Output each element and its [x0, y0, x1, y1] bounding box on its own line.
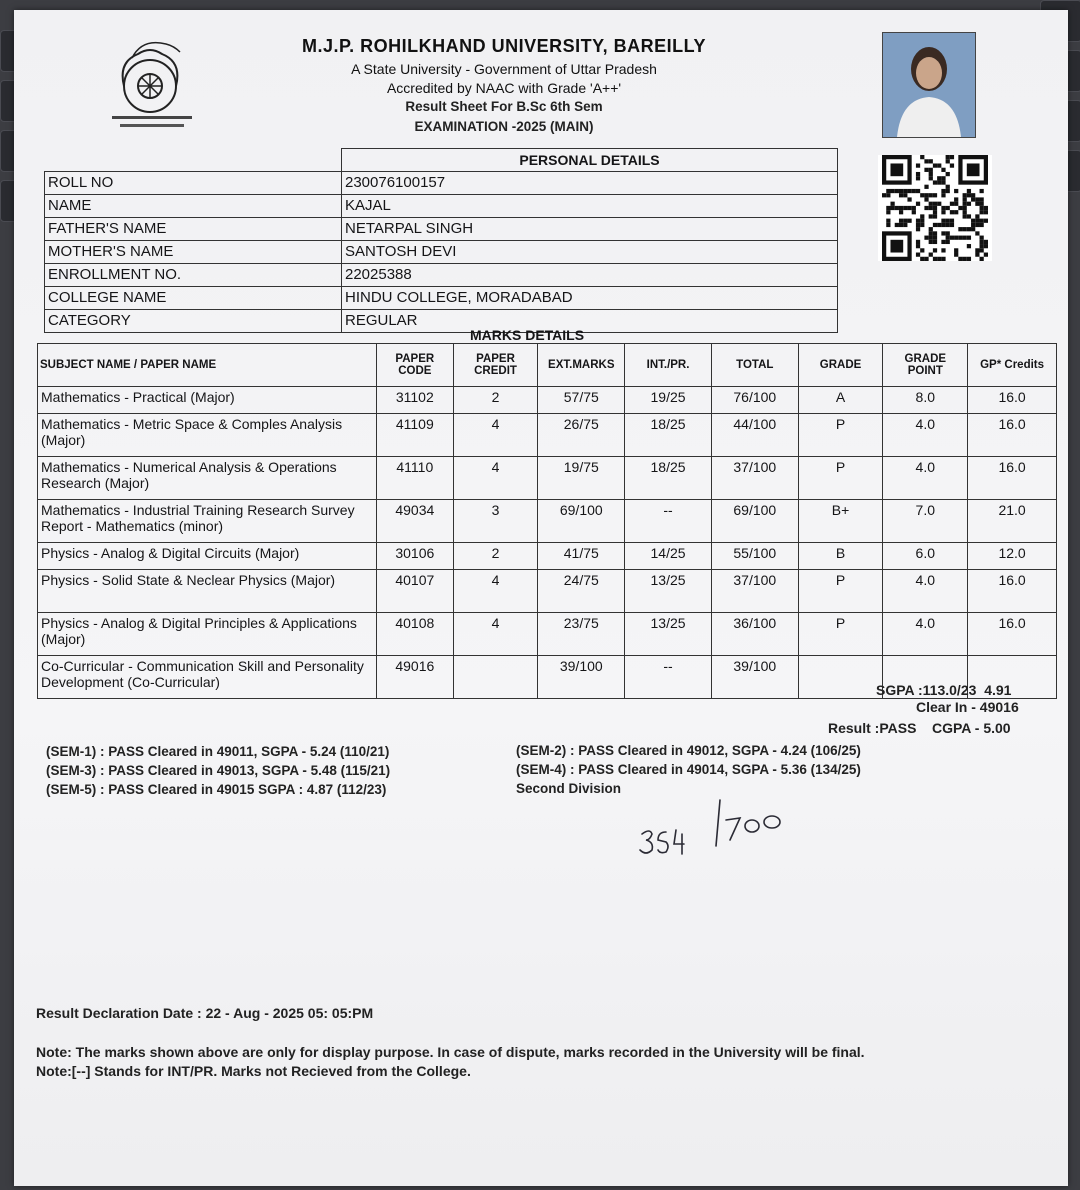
- personal-details-title: PERSONAL DETAILS: [342, 149, 838, 172]
- cell-ext: 39/100: [538, 656, 625, 699]
- cell-gp: 4.0: [883, 414, 968, 457]
- table-row: [38, 457, 1057, 500]
- header-grade: GRADE: [798, 344, 883, 387]
- cell-total: 36/100: [711, 613, 798, 656]
- personal-value: 230076100157: [342, 171, 838, 194]
- personal-value: SANTOSH DEVI: [342, 240, 838, 263]
- result-declaration-date: Result Declaration Date : 22 - Aug - 2025 05: 05:PM: [36, 1005, 374, 1021]
- cell-total: 44/100: [711, 414, 798, 457]
- cell-int: 18/25: [625, 457, 712, 500]
- result-sheet: [14, 10, 1068, 1186]
- student-photo: [882, 32, 976, 138]
- cell-grade: B: [798, 543, 883, 570]
- cell-gpc: 16.0: [968, 387, 1057, 414]
- cell-grade: P: [798, 570, 883, 613]
- cell-subject: Physics - Analog & Digital Principles & Applications (Major): [38, 613, 377, 656]
- cell-credit: 2: [453, 387, 538, 414]
- cell-code: 40108: [376, 613, 453, 656]
- header-total: TOTAL: [711, 344, 798, 387]
- cell-ext: 69/100: [538, 500, 625, 543]
- cell-code: 41110: [376, 457, 453, 500]
- personal-label: CATEGORY: [45, 309, 342, 332]
- header-subject: SUBJECT NAME / PAPER NAME: [38, 344, 377, 387]
- university-subtitle: A State University - Government of Uttar Pradesh: [351, 61, 657, 77]
- cell-gp: 4.0: [883, 457, 968, 500]
- cell-subject: Mathematics - Practical (Major): [38, 387, 377, 414]
- personal-label: COLLEGE NAME: [45, 286, 342, 309]
- table-row: [38, 613, 1057, 656]
- cell-grade: P: [798, 414, 883, 457]
- result-status: Result :PASS: [828, 720, 917, 736]
- sem-line: (SEM-5) : PASS Cleared in 49015 SGPA : 4.87 (112/23): [46, 782, 387, 797]
- cell-ext: 57/75: [538, 387, 625, 414]
- header-paper-credit: PAPER CREDIT: [453, 344, 538, 387]
- cell-subject: Physics - Analog & Digital Circuits (Major): [38, 543, 377, 570]
- cell-ext: 26/75: [538, 414, 625, 457]
- personal-row: [45, 240, 838, 263]
- personal-label: FATHER'S NAME: [45, 217, 342, 240]
- cell-gpc: 16.0: [968, 613, 1057, 656]
- semester-results-left: [46, 742, 390, 799]
- sgpa-label: SGPA :113.0/23: [876, 682, 977, 698]
- cell-credit: 4: [453, 613, 538, 656]
- cell-int: 13/25: [625, 613, 712, 656]
- table-row: [38, 500, 1057, 543]
- notes: [36, 1043, 1056, 1081]
- header-int-pr: INT./PR.: [625, 344, 712, 387]
- header-paper-code: PAPER CODE: [376, 344, 453, 387]
- cell-gp: 6.0: [883, 543, 968, 570]
- cell-ext: 19/75: [538, 457, 625, 500]
- note-line: Note: The marks shown above are only for display purpose. In case of dispute, marks recorded in the University will be final.: [36, 1044, 865, 1060]
- university-name: M.J.P. ROHILKHAND UNIVERSITY, BAREILLY: [301, 36, 707, 56]
- table-row: [38, 570, 1057, 613]
- accreditation: Accredited by NAAC with Grade 'A++': [386, 80, 622, 96]
- personal-label: ROLL NO: [45, 171, 342, 194]
- table-row: [38, 414, 1057, 457]
- cell-code: 31102: [376, 387, 453, 414]
- cell-code: 30106: [376, 543, 453, 570]
- cell-int: --: [625, 656, 712, 699]
- cell-ext: 23/75: [538, 613, 625, 656]
- cell-total: 37/100: [711, 570, 798, 613]
- cell-grade: P: [798, 613, 883, 656]
- cell-code: 49034: [376, 500, 453, 543]
- cell-int: 14/25: [625, 543, 712, 570]
- sem-line: (SEM-2) : PASS Cleared in 49012, SGPA - 4.24 (106/25): [516, 743, 861, 758]
- sheet-title: Result Sheet For B.Sc 6th Sem: [405, 99, 603, 114]
- cell-credit: [453, 656, 538, 699]
- personal-row: [45, 309, 838, 332]
- qr-code: [878, 155, 992, 261]
- personal-label: NAME: [45, 194, 342, 217]
- cell-credit: 2: [453, 543, 538, 570]
- personal-value: HINDU COLLEGE, MORADABAD: [342, 286, 838, 309]
- cell-gpc: 12.0: [968, 543, 1057, 570]
- marks-details-title: MARKS DETAILS: [470, 327, 585, 343]
- cell-total: 55/100: [711, 543, 798, 570]
- sem-line: (SEM-4) : PASS Cleared in 49014, SGPA - 5.36 (134/25): [516, 762, 861, 777]
- personal-details-table: [44, 148, 838, 333]
- personal-row: [45, 217, 838, 240]
- personal-row: [45, 263, 838, 286]
- cell-subject: Co-Curricular - Communication Skill and Personality Development (Co-Curricular): [38, 656, 377, 699]
- cell-grade: [798, 656, 883, 699]
- cell-int: 18/25: [625, 414, 712, 457]
- clear-in: Clear In - 49016: [916, 699, 1019, 715]
- sem-line: (SEM-1) : PASS Cleared in 49011, SGPA - 5.24 (110/21): [46, 744, 390, 759]
- personal-row: [45, 194, 838, 217]
- cell-code: 41109: [376, 414, 453, 457]
- personal-value: NETARPAL SINGH: [342, 217, 838, 240]
- personal-value: REGULAR: [342, 309, 838, 332]
- cell-code: 49016: [376, 656, 453, 699]
- cell-total: 69/100: [711, 500, 798, 543]
- personal-row: [45, 171, 838, 194]
- cell-gpc: 16.0: [968, 570, 1057, 613]
- cell-grade: B+: [798, 500, 883, 543]
- personal-label: ENROLLMENT NO.: [45, 263, 342, 286]
- cell-total: 39/100: [711, 656, 798, 699]
- cell-gpc: 16.0: [968, 457, 1057, 500]
- cell-gpc: 16.0: [968, 414, 1057, 457]
- exam-title: EXAMINATION -2025 (MAIN): [414, 119, 594, 134]
- cell-gp: 4.0: [883, 570, 968, 613]
- sgpa-value: 4.91: [984, 682, 1012, 698]
- cell-ext: 24/75: [538, 570, 625, 613]
- header-gp-credits: GP* Credits: [968, 344, 1057, 387]
- cell-subject: Mathematics - Numerical Analysis & Operations Research (Major): [38, 457, 377, 500]
- cell-credit: 4: [453, 457, 538, 500]
- cell-int: 13/25: [625, 570, 712, 613]
- cell-subject: Mathematics - Industrial Training Research Survey Report - Mathematics (minor): [38, 500, 377, 543]
- header-ext-marks: EXT.MARKS: [538, 344, 625, 387]
- cgpa: CGPA - 5.00: [932, 720, 1011, 736]
- cell-subject: Mathematics - Metric Space & Comples Analysis (Major): [38, 414, 377, 457]
- cell-total: 37/100: [711, 457, 798, 500]
- personal-label: MOTHER'S NAME: [45, 240, 342, 263]
- marks-table: [37, 343, 1057, 699]
- cell-total: 76/100: [711, 387, 798, 414]
- table-row: [38, 387, 1057, 414]
- cell-gp: 7.0: [883, 500, 968, 543]
- handwritten-total: [636, 790, 796, 860]
- personal-row: [45, 286, 838, 309]
- cell-grade: A: [798, 387, 883, 414]
- cell-grade: P: [798, 457, 883, 500]
- cell-gpc: 21.0: [968, 500, 1057, 543]
- personal-value: KAJAL: [342, 194, 838, 217]
- note-line: Note:[--] Stands for INT/PR. Marks not Recieved from the College.: [36, 1063, 471, 1079]
- header-grade-point: GRADE POINT: [883, 344, 968, 387]
- cell-credit: 3: [453, 500, 538, 543]
- cell-int: 19/25: [625, 387, 712, 414]
- cell-credit: 4: [453, 570, 538, 613]
- table-row: [38, 543, 1057, 570]
- cell-subject: Physics - Solid State & Neclear Physics (Major): [38, 570, 377, 613]
- cell-ext: 41/75: [538, 543, 625, 570]
- cell-int: --: [625, 500, 712, 543]
- personal-value: 22025388: [342, 263, 838, 286]
- sem-line: (SEM-3) : PASS Cleared in 49013, SGPA - 5.48 (115/21): [46, 763, 391, 778]
- cell-gp: 4.0: [883, 613, 968, 656]
- cell-gp: 8.0: [883, 387, 968, 414]
- cell-code: 40107: [376, 570, 453, 613]
- cell-credit: 4: [453, 414, 538, 457]
- division: Second Division: [516, 781, 622, 796]
